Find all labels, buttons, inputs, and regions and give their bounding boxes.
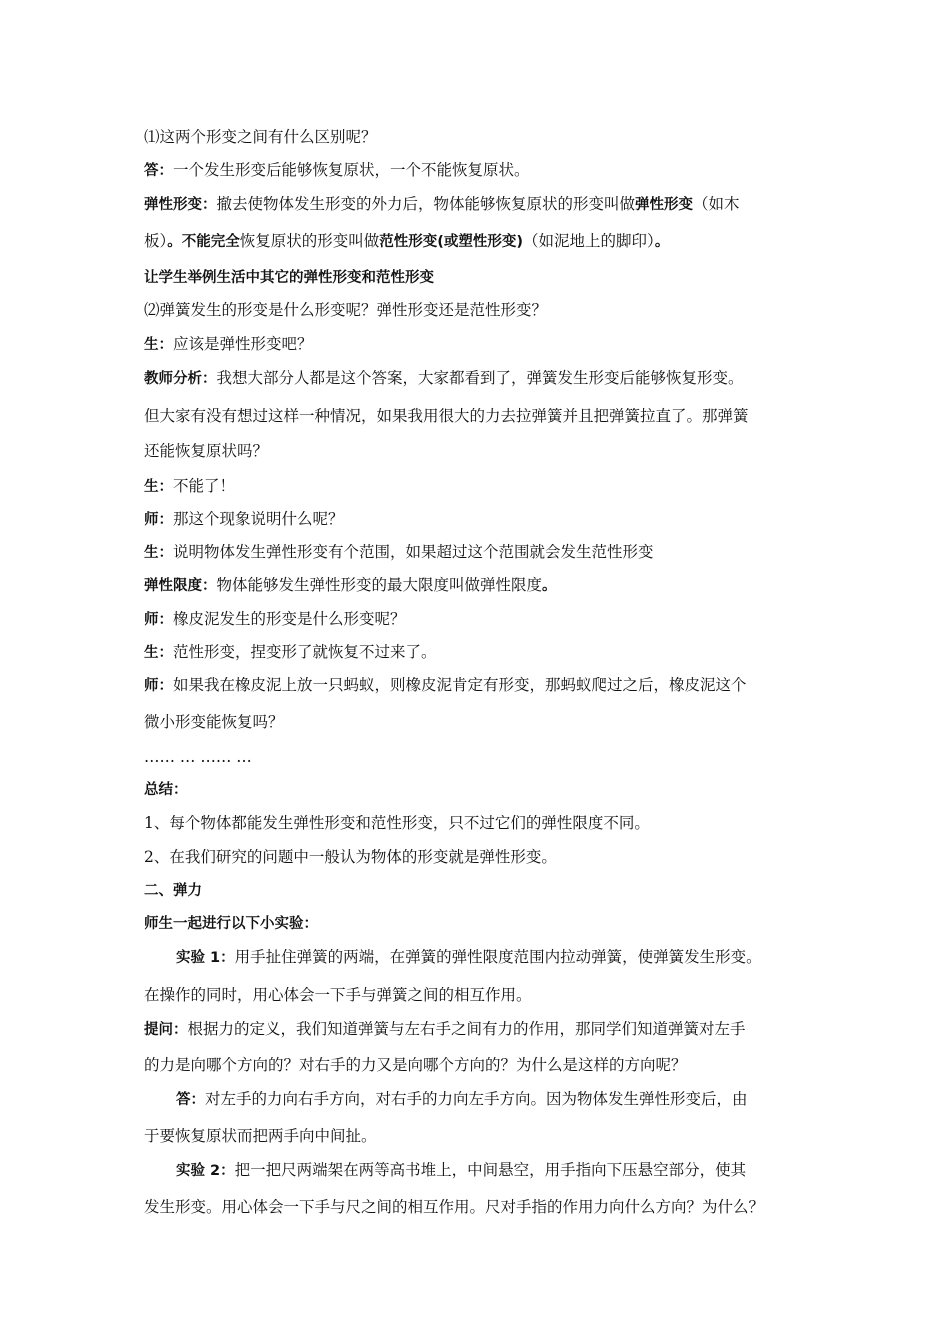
summary-item-1: 1、每个物体都能发生弹性形变和范性形变，只不过它们的弹性限度不同。 <box>144 814 650 832</box>
experiment-intro: 师生一起进行以下小实验： <box>144 916 318 932</box>
teacher-analysis: 教师分析：我想大部分人都是这个答案，大家都看到了，弹簧发生形变后能够恢复形变。 <box>144 369 744 387</box>
student-reply-4: 生：范性形变，捏变形了就恢复不过来了。 <box>144 643 437 661</box>
elastic-limit-definition: 弹性限度：物体能够发生弹性形变的最大限度叫做弹性限度。 <box>144 576 557 594</box>
experiment-2-cont: 发生形变。用心体会一下手与尺之间的相互作用。尺对手指的作用力向什么方向？为什么？ <box>144 1198 765 1216</box>
teacher-question-1: 师：那这个现象说明什么呢？ <box>144 510 344 528</box>
elastic-deformation-definition: 弹性形变：撤去使物体发生形变的外力后，物体能够恢复原状的形变叫做弹性形变（如木 <box>144 195 740 213</box>
plastic-deformation-definition: 板）。不能完全恢复原状的形变叫做范性形变(或塑性形变)（如泥地上的脚印）。 <box>144 232 670 250</box>
answer-1: 答：一个发生形变后能够恢复原状，一个不能恢复原状。 <box>144 161 530 179</box>
student-reply-3: 生：说明物体发生弹性形变有个范围，如果超过这个范围就会发生范性形变 <box>144 543 654 561</box>
teacher-question-3: 师：如果我在橡皮泥上放一只蚂蚁，则橡皮泥肯定有形变，那蚂蚁爬过之后，橡皮泥这个 <box>144 676 747 694</box>
experiment-2: 实验 2：把一把尺两端架在两等高书堆上，中间悬空，用手指向下压悬空部分，使其 <box>176 1161 747 1179</box>
activity-note: 让学生举例生活中其它的弹性形变和范性形变 <box>144 270 434 286</box>
section-heading-elastic-force: 二、弹力 <box>144 883 202 899</box>
teacher-analysis-cont-1: 但大家有没有想过这样一种情况，如果我用很大的力去拉弹簧并且把弹簧拉直了。那弹簧 <box>144 407 749 425</box>
summary-item-2: 2、在我们研究的问题中一般认为物体的形变就是弹性形变。 <box>144 848 557 866</box>
ellipsis: …… … …… … <box>144 748 252 766</box>
experiment-1: 实验 1：用手扯住弹簧的两端，在弹簧的弹性限度范围内拉动弹簧，使弹簧发生形变。 <box>176 948 762 966</box>
question-3: 提问：根据力的定义，我们知道弹簧与左右手之间有力的作用，那同学们知道弹簧对左手 <box>144 1020 746 1038</box>
question-1: ⑴这两个形变之间有什么区别呢？ <box>144 128 377 146</box>
teacher-question-2: 师：橡皮泥发生的形变是什么形变呢？ <box>144 610 406 628</box>
question-2: ⑵弹簧发生的形变是什么形变呢？弹性形变还是范性形变？ <box>144 301 548 319</box>
answer-3: 答：对左手的力向右手方向，对右手的力向左手方向。因为物体发生弹性形变后，由 <box>176 1090 748 1108</box>
summary-heading: 总结： <box>144 782 188 798</box>
student-reply-1: 生：应该是弹性形变吧？ <box>144 335 313 353</box>
teacher-question-3-cont: 微小形变能恢复吗？ <box>144 713 284 731</box>
experiment-1-cont: 在操作的同时，用心体会一下手与弹簧之间的相互作用。 <box>144 986 532 1004</box>
question-3-cont: 的力是向哪个方向的？对右手的力又是向哪个方向的？为什么是这样的方向呢？ <box>144 1056 687 1074</box>
answer-3-cont: 于要恢复原状而把两手向中间扯。 <box>144 1127 377 1145</box>
student-reply-2: 生：不能了！ <box>144 477 236 495</box>
teacher-analysis-cont-2: 还能恢复原状吗？ <box>144 442 269 460</box>
